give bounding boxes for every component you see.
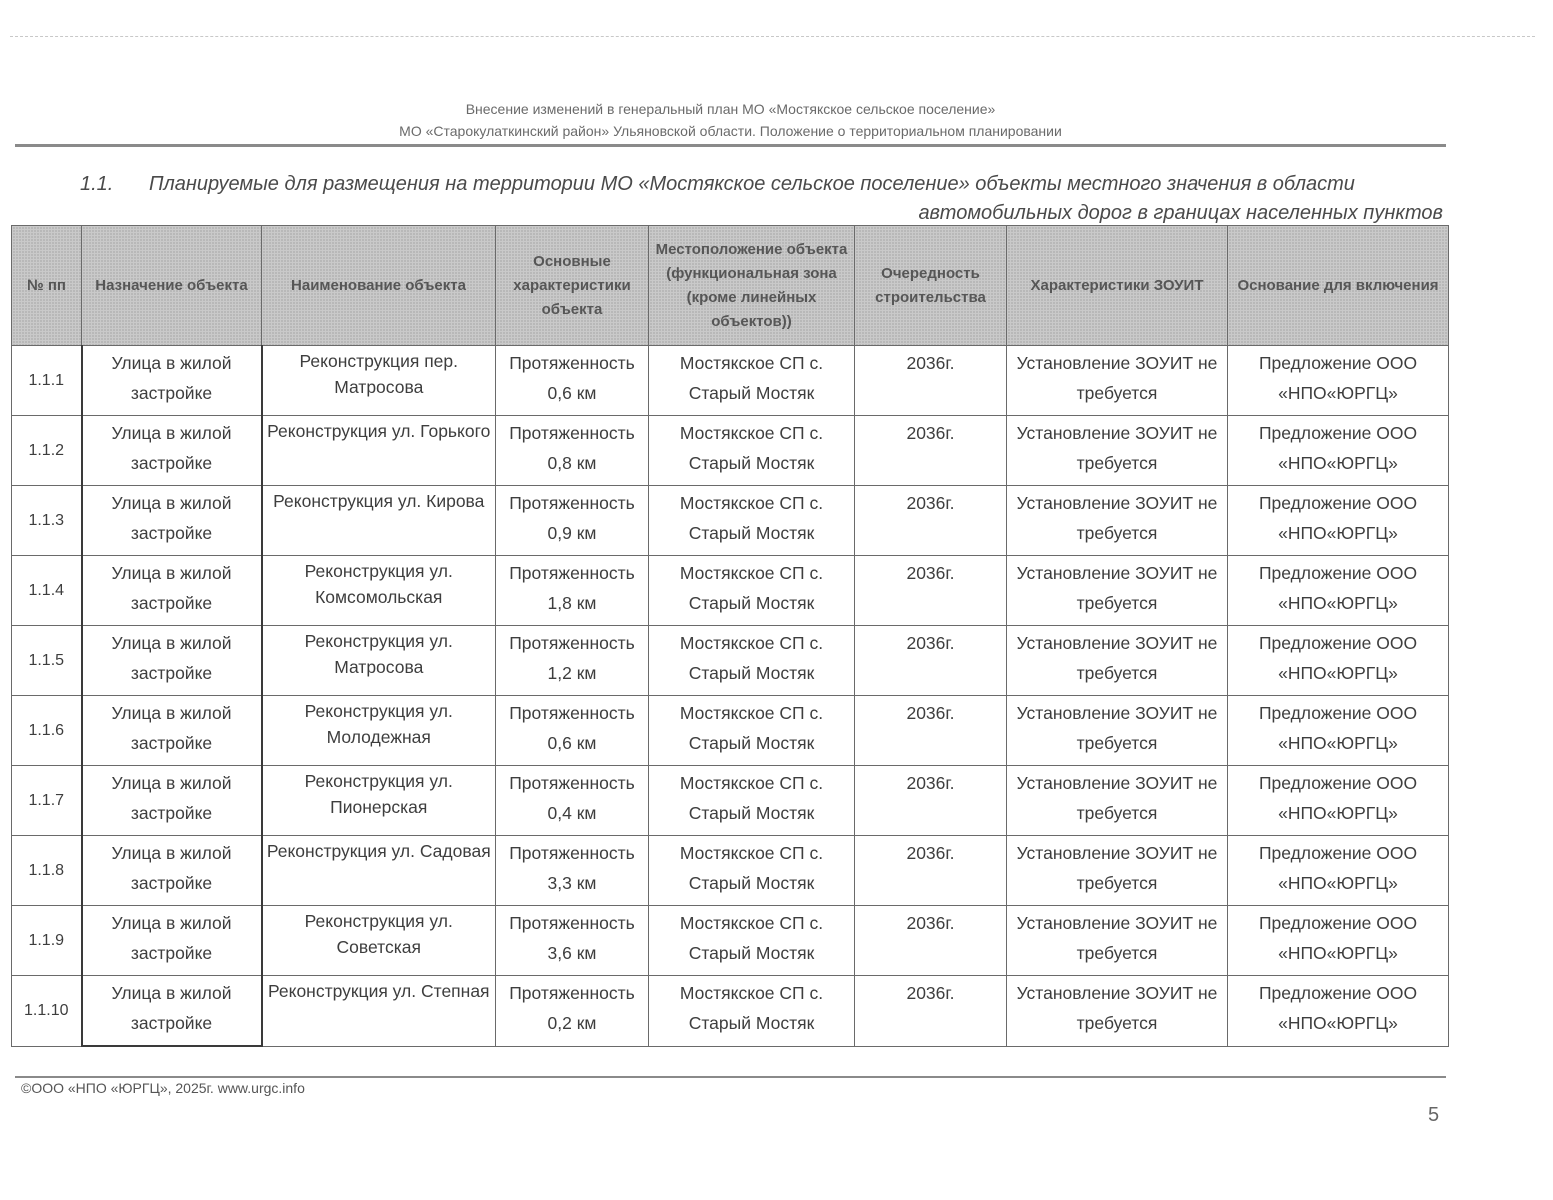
objects-table <box>11 225 1449 1047</box>
table-row <box>12 486 1449 556</box>
cell-zouit: Установление ЗОУИТ не требуется <box>1007 836 1228 906</box>
document-header <box>15 98 1446 142</box>
table-row <box>12 346 1449 416</box>
cell-number: 1.1.10 <box>12 976 82 1047</box>
table-row <box>12 556 1449 626</box>
section-title-line-2: автомобильных дорог в границах населенных пунктов <box>918 202 1443 224</box>
cell-characteristics: Протяженность 0,6 км <box>496 696 649 766</box>
cell-basis: Предложение ООО «НПО«ЮРГЦ» <box>1228 836 1449 906</box>
cell-name: Реконструкция ул. Молодежная <box>262 696 496 766</box>
cell-queue: 2036г. <box>855 766 1007 836</box>
cell-queue: 2036г. <box>855 556 1007 626</box>
column-header-purpose: Назначение объекта <box>82 226 262 346</box>
table-row <box>12 626 1449 696</box>
cell-purpose: Улица в жилой застройке <box>82 836 262 906</box>
table-header-row <box>12 226 1449 346</box>
cell-purpose: Улица в жилой застройке <box>82 416 262 486</box>
cell-location: Мостякское СП с. Старый Мостяк <box>649 626 855 696</box>
section-number: 1.1. <box>80 173 114 195</box>
cell-number: 1.1.5 <box>12 626 82 696</box>
header-divider <box>15 144 1446 147</box>
footer-divider <box>15 1076 1446 1078</box>
cell-zouit: Установление ЗОУИТ не требуется <box>1007 626 1228 696</box>
cell-location: Мостякское СП с. Старый Мостяк <box>649 346 855 416</box>
cell-characteristics: Протяженность 3,6 км <box>496 906 649 976</box>
cell-zouit: Установление ЗОУИТ не требуется <box>1007 346 1228 416</box>
cell-number: 1.1.4 <box>12 556 82 626</box>
column-header-number: № пп <box>12 226 82 346</box>
cell-characteristics: Протяженность 1,8 км <box>496 556 649 626</box>
cell-purpose: Улица в жилой застройке <box>82 766 262 836</box>
cell-number: 1.1.8 <box>12 836 82 906</box>
table-body <box>12 346 1449 1047</box>
cell-zouit: Установление ЗОУИТ не требуется <box>1007 906 1228 976</box>
cell-name: Реконструкция ул. Комсомольская <box>262 556 496 626</box>
cell-name: Реконструкция ул. Матросова <box>262 626 496 696</box>
cell-queue: 2036г. <box>855 486 1007 556</box>
cell-name: Реконструкция пер. Матросова <box>262 346 496 416</box>
section-title-line-1: Планируемые для размещения на территории МО «Мостякское сельское поселение» объекты местного значения в области <box>149 173 1355 195</box>
section-heading <box>80 170 1443 228</box>
column-header-location: Местоположение объекта (функциональная зона (кроме линейных объектов)) <box>649 226 855 346</box>
table-row <box>12 696 1449 766</box>
cell-number: 1.1.9 <box>12 906 82 976</box>
cell-basis: Предложение ООО «НПО«ЮРГЦ» <box>1228 556 1449 626</box>
cell-number: 1.1.7 <box>12 766 82 836</box>
scan-edge-line <box>10 36 1535 37</box>
cell-basis: Предложение ООО «НПО«ЮРГЦ» <box>1228 486 1449 556</box>
cell-purpose: Улица в жилой застройке <box>82 486 262 556</box>
cell-queue: 2036г. <box>855 346 1007 416</box>
cell-characteristics: Протяженность 0,8 км <box>496 416 649 486</box>
cell-number: 1.1.6 <box>12 696 82 766</box>
cell-name: Реконструкция ул. Степная <box>262 976 496 1047</box>
cell-basis: Предложение ООО «НПО«ЮРГЦ» <box>1228 976 1449 1047</box>
cell-purpose: Улица в жилой застройке <box>82 906 262 976</box>
cell-zouit: Установление ЗОУИТ не требуется <box>1007 696 1228 766</box>
cell-characteristics: Протяженность 0,9 км <box>496 486 649 556</box>
cell-location: Мостякское СП с. Старый Мостяк <box>649 416 855 486</box>
cell-characteristics: Протяженность 0,6 км <box>496 346 649 416</box>
column-header-queue: Очередность строительства <box>855 226 1007 346</box>
table-row <box>12 906 1449 976</box>
cell-basis: Предложение ООО «НПО«ЮРГЦ» <box>1228 906 1449 976</box>
cell-queue: 2036г. <box>855 626 1007 696</box>
table-row <box>12 836 1449 906</box>
cell-basis: Предложение ООО «НПО«ЮРГЦ» <box>1228 766 1449 836</box>
cell-zouit: Установление ЗОУИТ не требуется <box>1007 416 1228 486</box>
cell-basis: Предложение ООО «НПО«ЮРГЦ» <box>1228 346 1449 416</box>
cell-purpose: Улица в жилой застройке <box>82 346 262 416</box>
cell-location: Мостякское СП с. Старый Мостяк <box>649 906 855 976</box>
cell-queue: 2036г. <box>855 836 1007 906</box>
cell-location: Мостякское СП с. Старый Мостяк <box>649 486 855 556</box>
cell-purpose: Улица в жилой застройке <box>82 696 262 766</box>
cell-basis: Предложение ООО «НПО«ЮРГЦ» <box>1228 626 1449 696</box>
cell-queue: 2036г. <box>855 976 1007 1047</box>
cell-name: Реконструкция ул. Советская <box>262 906 496 976</box>
cell-name: Реконструкция ул. Кирова <box>262 486 496 556</box>
cell-purpose: Улица в жилой застройке <box>82 556 262 626</box>
cell-name: Реконструкция ул. Пионерская <box>262 766 496 836</box>
footer-copyright: ©ООО «НПО «ЮРГЦ», 2025г. www.urgc.info <box>21 1080 305 1096</box>
cell-queue: 2036г. <box>855 696 1007 766</box>
cell-basis: Предложение ООО «НПО«ЮРГЦ» <box>1228 416 1449 486</box>
column-header-characteristics: Основные характеристики объекта <box>496 226 649 346</box>
cell-characteristics: Протяженность 1,2 км <box>496 626 649 696</box>
cell-queue: 2036г. <box>855 906 1007 976</box>
column-header-name: Наименование объекта <box>262 226 496 346</box>
cell-zouit: Установление ЗОУИТ не требуется <box>1007 556 1228 626</box>
cell-location: Мостякское СП с. Старый Мостяк <box>649 976 855 1047</box>
cell-purpose: Улица в жилой застройке <box>82 976 262 1047</box>
cell-queue: 2036г. <box>855 416 1007 486</box>
cell-name: Реконструкция ул. Садовая <box>262 836 496 906</box>
cell-basis: Предложение ООО «НПО«ЮРГЦ» <box>1228 696 1449 766</box>
cell-number: 1.1.1 <box>12 346 82 416</box>
cell-location: Мостякское СП с. Старый Мостяк <box>649 556 855 626</box>
column-header-zouit: Характеристики ЗОУИТ <box>1007 226 1228 346</box>
cell-location: Мостякское СП с. Старый Мостяк <box>649 696 855 766</box>
cell-name: Реконструкция ул. Горького <box>262 416 496 486</box>
cell-purpose: Улица в жилой застройке <box>82 626 262 696</box>
table-row <box>12 416 1449 486</box>
page-number: 5 <box>1428 1104 1440 1126</box>
cell-characteristics: Протяженность 0,2 км <box>496 976 649 1047</box>
cell-zouit: Установление ЗОУИТ не требуется <box>1007 976 1228 1047</box>
cell-number: 1.1.2 <box>12 416 82 486</box>
cell-zouit: Установление ЗОУИТ не требуется <box>1007 486 1228 556</box>
cell-location: Мостякское СП с. Старый Мостяк <box>649 836 855 906</box>
table-row <box>12 766 1449 836</box>
cell-characteristics: Протяженность 0,4 км <box>496 766 649 836</box>
document-header-line-1: Внесение изменений в генеральный план МО «Мостякское сельское поселение» <box>465 101 996 117</box>
document-header-line-2: МО «Старокулаткинский район» Ульяновской области. Положение о территориальном планировании <box>399 123 1062 139</box>
cell-zouit: Установление ЗОУИТ не требуется <box>1007 766 1228 836</box>
table-row <box>12 976 1449 1047</box>
cell-location: Мостякское СП с. Старый Мостяк <box>649 766 855 836</box>
cell-number: 1.1.3 <box>12 486 82 556</box>
cell-characteristics: Протяженность 3,3 км <box>496 836 649 906</box>
column-header-basis: Основание для включения <box>1228 226 1449 346</box>
